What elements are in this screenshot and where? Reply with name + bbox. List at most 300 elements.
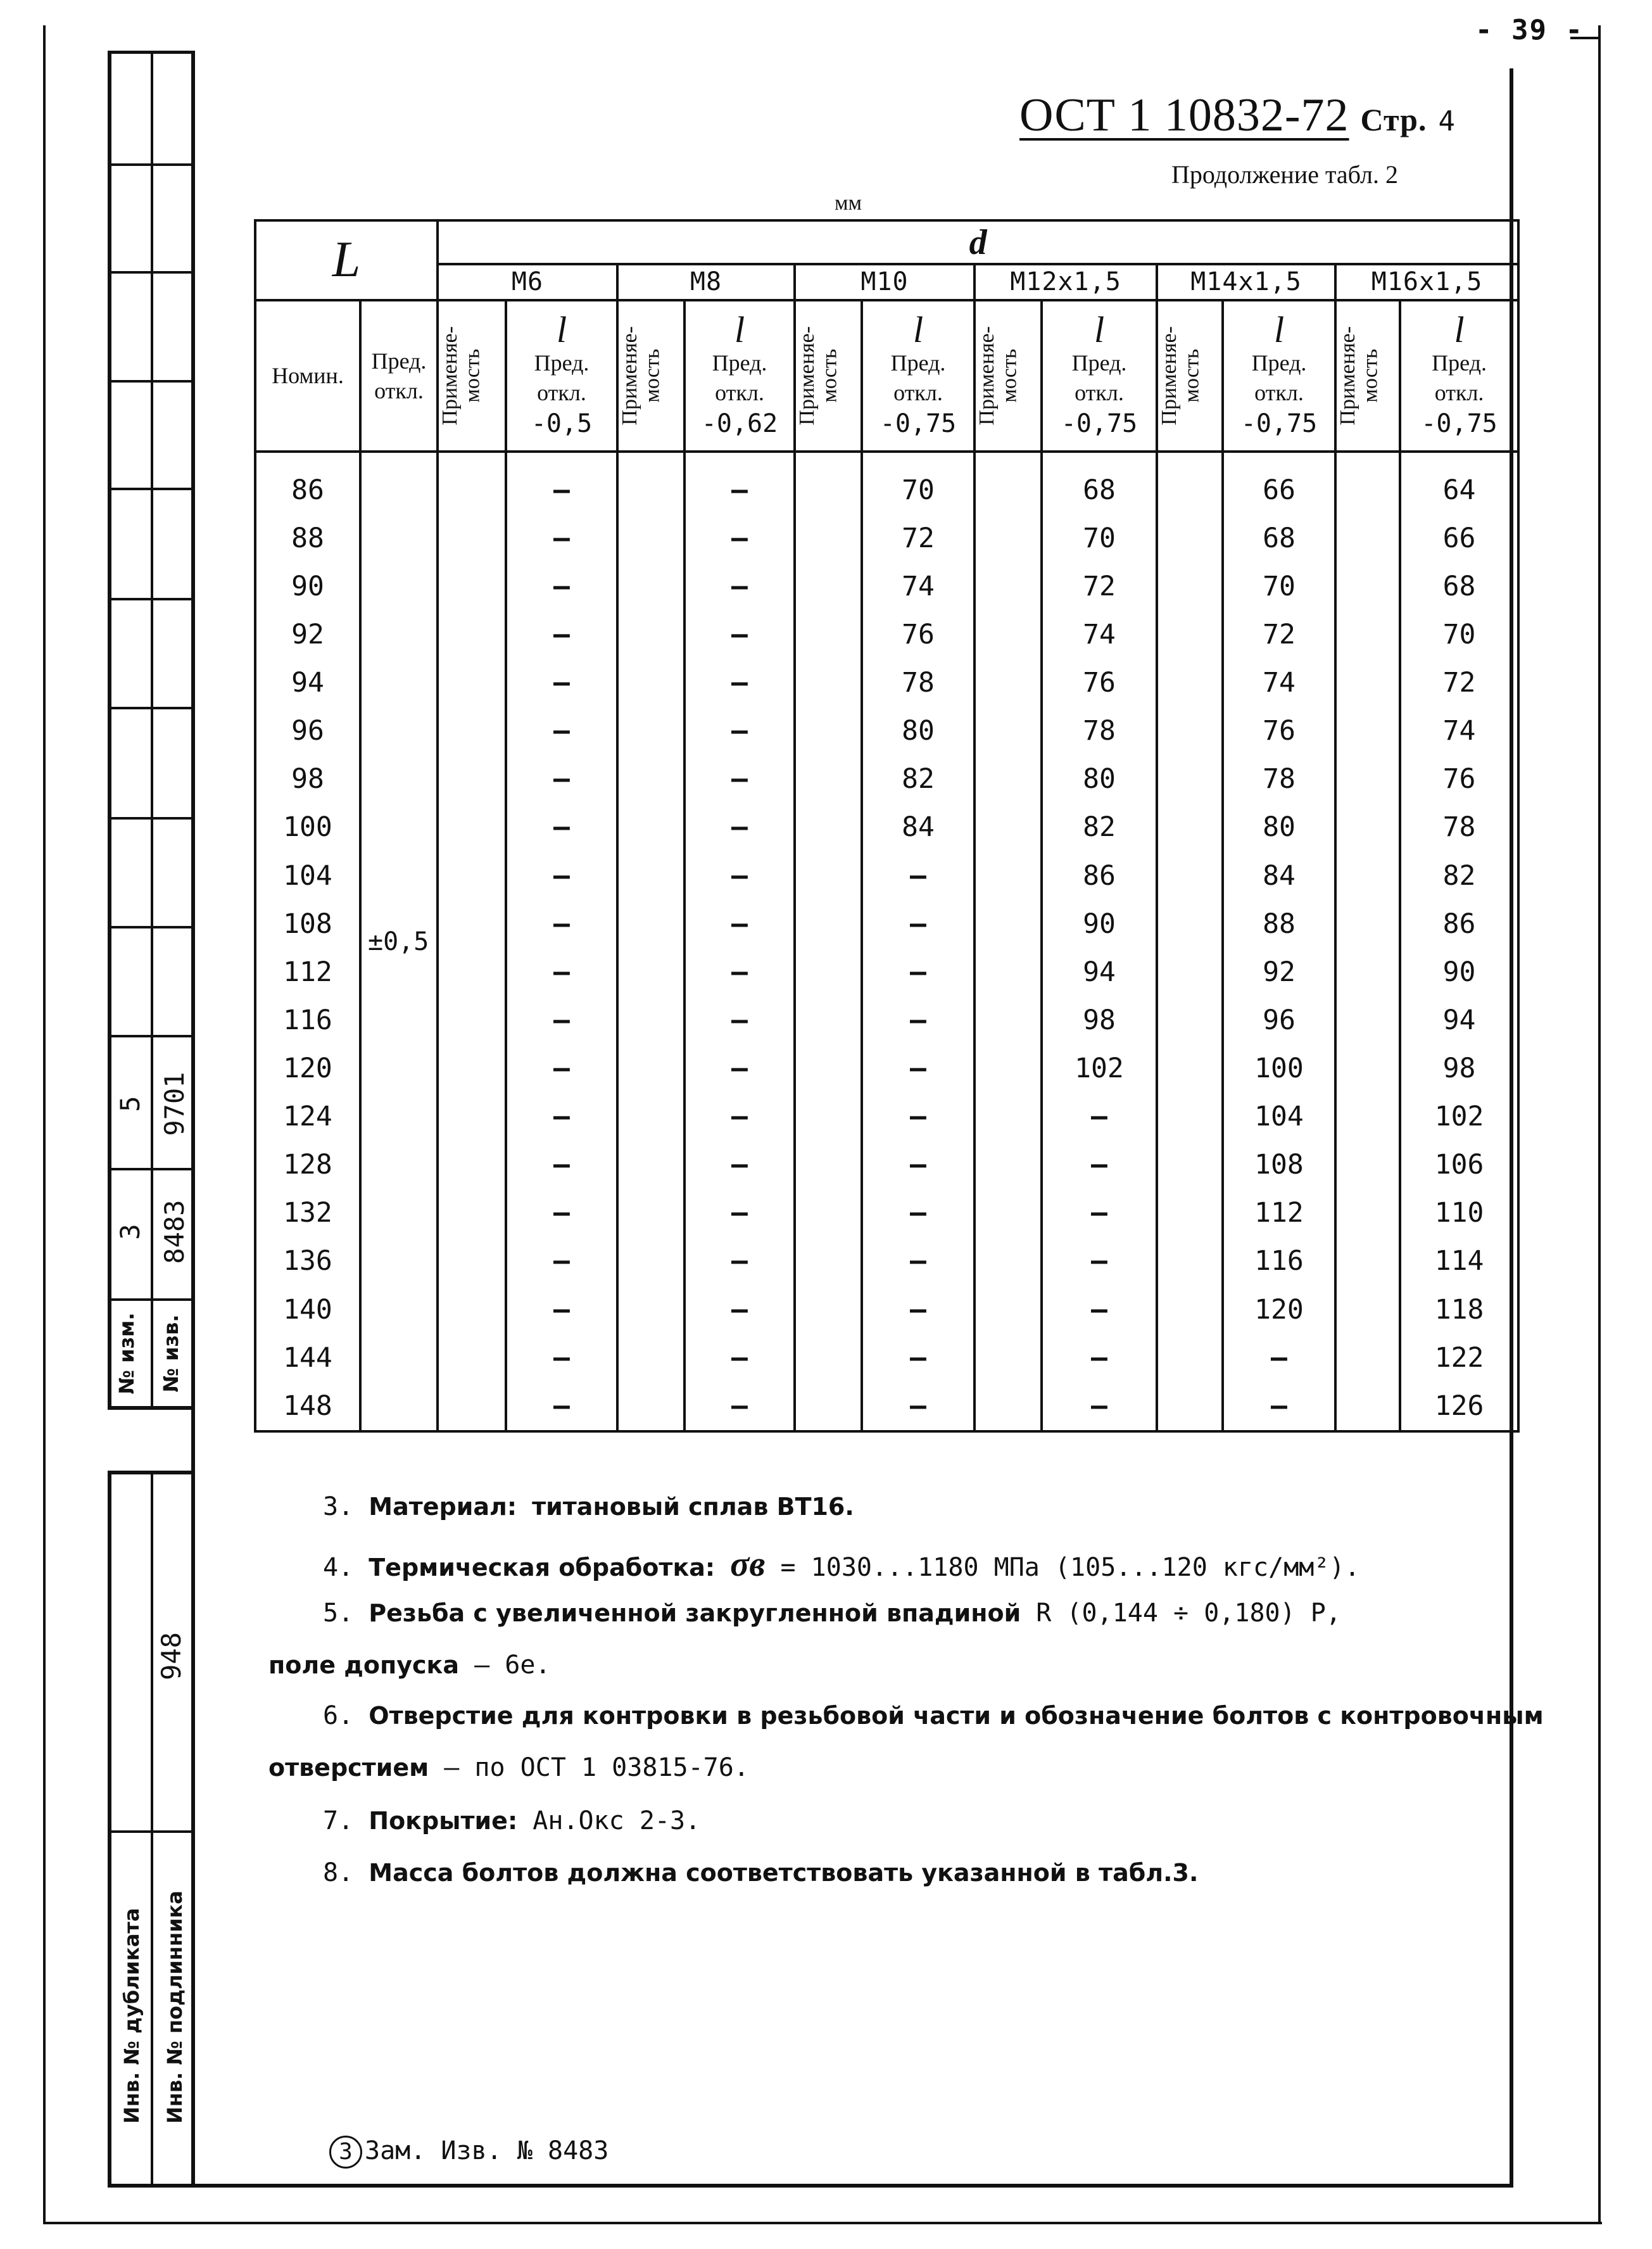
applicability-cell (438, 1141, 506, 1189)
otkl-label: откл. (715, 379, 764, 405)
otkl-label: откл. (1075, 379, 1124, 405)
applicability-cell (1157, 1382, 1223, 1431)
applicability-cell (1335, 452, 1400, 514)
thread-length-cell: – (862, 1044, 974, 1093)
outer-left-border (43, 25, 46, 2223)
l-tolerance-header (1400, 300, 1518, 452)
applicability-cell (974, 1286, 1042, 1334)
applicability-cell (1157, 1044, 1223, 1093)
thread-length-cell: 72 (1400, 659, 1518, 707)
thread-length-cell: – (862, 1334, 974, 1382)
applicability-cell (1335, 1286, 1400, 1334)
applicability-header (974, 300, 1042, 452)
thread-length-cell: 76 (1042, 659, 1157, 707)
applicability-label: Применяе- мость (795, 326, 842, 426)
thread-length-cell: – (1042, 1334, 1157, 1382)
note-text: титановый сплав ВТ16. (532, 1493, 854, 1521)
applicability-cell (974, 707, 1042, 755)
applicability-cell (974, 1189, 1042, 1237)
applicability-cell (617, 1286, 684, 1334)
stamp-podl-label: Инв. № подлинника (163, 1891, 187, 2124)
thread-length-cell: – (862, 1237, 974, 1285)
thread-length-cell: 98 (1042, 996, 1157, 1044)
applicability-cell (438, 514, 506, 562)
doc-header (1019, 89, 1456, 143)
tolerance-value: -0,75 (1240, 409, 1318, 439)
applicability-cell (617, 659, 684, 707)
pred-label: Пред. (371, 348, 427, 374)
thread-length-cell: 92 (1223, 948, 1335, 996)
applicability-cell (974, 996, 1042, 1044)
table-unit: мм (835, 191, 862, 215)
thread-length-cell: 94 (1400, 996, 1518, 1044)
l-tolerance-header (506, 300, 617, 452)
nominal-length-cell: 112 (255, 948, 360, 996)
thread-length-cell: – (684, 1044, 795, 1093)
thread-length-cell: 100 (1223, 1044, 1335, 1093)
applicability-cell (617, 1237, 684, 1285)
thread-length-cell: 86 (1042, 852, 1157, 900)
thread-length-cell: 80 (1042, 755, 1157, 803)
applicability-cell (1157, 1189, 1223, 1237)
applicability-cell (438, 1093, 506, 1141)
l-symbol: l (1094, 308, 1105, 350)
thread-length-cell: 90 (1400, 948, 1518, 996)
applicability-cell (1157, 452, 1223, 514)
applicability-cell (1157, 852, 1223, 900)
note-label: Термическая обработка: (369, 1554, 716, 1581)
sigma-symbol: σв (730, 1545, 766, 1584)
frame-left (191, 51, 195, 2186)
thread-length-cell: 82 (862, 755, 974, 803)
thread-length-cell: – (506, 611, 617, 659)
thread-length-cell: 102 (1042, 1044, 1157, 1093)
applicability-cell (1157, 755, 1223, 803)
applicability-cell (438, 707, 506, 755)
applicability-cell (795, 1286, 862, 1334)
nominal-length-cell: 104 (255, 852, 360, 900)
applicability-cell (1335, 803, 1400, 851)
applicability-cell (1157, 562, 1223, 611)
applicability-cell (617, 852, 684, 900)
applicability-cell (617, 900, 684, 948)
note-number: 8. (323, 1858, 354, 1887)
applicability-header (795, 300, 862, 452)
applicability-cell (974, 1382, 1042, 1431)
applicability-cell (617, 996, 684, 1044)
thread-length-cell: – (684, 452, 795, 514)
applicability-cell (795, 452, 862, 514)
applicability-label: Применяе- мость (1336, 326, 1382, 426)
thread-length-cell: 110 (1400, 1189, 1518, 1237)
nominal-length-cell: 120 (255, 1044, 360, 1093)
thread-length-cell: – (506, 755, 617, 803)
thread-length-cell: – (862, 996, 974, 1044)
thread-length-cell: 80 (862, 707, 974, 755)
table-row (255, 900, 1518, 948)
applicability-header (1335, 300, 1400, 452)
applicability-cell (1335, 611, 1400, 659)
table-row (255, 707, 1518, 755)
nominal-length-cell: 94 (255, 659, 360, 707)
l-symbol: l (1273, 308, 1285, 350)
note-label: Масса болтов должна соответствовать указанной в табл.3. (369, 1859, 1199, 1887)
table-row (255, 1141, 1518, 1189)
note-3 (323, 1492, 854, 1521)
thread-length-cell: – (684, 514, 795, 562)
applicability-cell (1157, 996, 1223, 1044)
thread-length-cell: – (862, 900, 974, 948)
applicability-cell (974, 948, 1042, 996)
thread-length-cell: 70 (1223, 562, 1335, 611)
thread-length-cell: 88 (1223, 900, 1335, 948)
applicability-cell (795, 1334, 862, 1382)
applicability-header (1157, 300, 1223, 452)
applicability-label: Применяе- мость (618, 326, 664, 426)
applicability-cell (974, 562, 1042, 611)
applicability-cell (1157, 707, 1223, 755)
applicability-cell (795, 514, 862, 562)
thread-length-cell: – (684, 562, 795, 611)
tolerance-pm-cell: ±0,5 (360, 452, 438, 1431)
frame-bottom (108, 2184, 1513, 2188)
note-7 (323, 1806, 700, 1835)
applicability-cell (1157, 611, 1223, 659)
applicability-cell (795, 562, 862, 611)
thread-length-cell: – (1042, 1237, 1157, 1285)
applicability-cell (438, 1237, 506, 1285)
table-row (255, 1237, 1518, 1285)
l-symbol: l (734, 308, 745, 350)
stamp-inv-number: 948 (156, 1632, 187, 1680)
thread-length-cell: 78 (1042, 707, 1157, 755)
applicability-cell (617, 1141, 684, 1189)
applicability-cell (1157, 900, 1223, 948)
pred-label: Пред. (1251, 350, 1307, 376)
note-text: = 1030...1180 МПа (105...120 кгс/мм²). (780, 1553, 1360, 1582)
thread-length-cell: 86 (1400, 900, 1518, 948)
applicability-cell (1335, 1044, 1400, 1093)
thread-length-cell: – (506, 1189, 617, 1237)
thread-length-cell: – (506, 1141, 617, 1189)
applicability-cell (438, 1382, 506, 1431)
page-no: 4 (1438, 105, 1456, 137)
table-row (255, 452, 1518, 514)
nominal-length-cell: 90 (255, 562, 360, 611)
thread-length-cell: 64 (1400, 452, 1518, 514)
table-row (255, 1044, 1518, 1093)
thread-length-cell: 76 (1400, 755, 1518, 803)
note-8 (323, 1858, 1198, 1887)
l-tolerance-header (684, 300, 795, 452)
thread-length-cell: – (684, 659, 795, 707)
note-5 (323, 1599, 1341, 1628)
applicability-cell (438, 1044, 506, 1093)
thread-length-cell: – (506, 562, 617, 611)
note-text: Ан.Окс 2-3. (533, 1806, 701, 1835)
thread-length-cell: – (1042, 1093, 1157, 1141)
l-tolerance-header (1223, 300, 1335, 452)
pred-label: Пред. (534, 350, 590, 376)
thread-length-cell: – (1223, 1334, 1335, 1382)
applicability-cell (617, 1093, 684, 1141)
note-number: 6. (323, 1701, 354, 1730)
applicability-cell (795, 611, 862, 659)
stamp-izm-label: № изм. (115, 1312, 139, 1395)
applicability-cell (1157, 1237, 1223, 1285)
applicability-cell (1157, 803, 1223, 851)
applicability-cell (795, 1093, 862, 1141)
applicability-cell (1335, 948, 1400, 996)
table-row (255, 803, 1518, 851)
applicability-cell (1335, 1093, 1400, 1141)
revision-text: Зам. Изв. № 8483 (365, 2136, 609, 2165)
thread-length-cell: 66 (1223, 452, 1335, 514)
thread-length-cell: – (506, 1093, 617, 1141)
applicability-label: Применяе- мость (975, 326, 1021, 426)
thread-length-cell: – (1042, 1189, 1157, 1237)
thread-length-cell: 66 (1400, 514, 1518, 562)
table-row (255, 1382, 1518, 1431)
applicability-cell (795, 900, 862, 948)
applicability-cell (1335, 852, 1400, 900)
nominal-length-cell: 140 (255, 1286, 360, 1334)
thread-length-cell: – (862, 1189, 974, 1237)
applicability-cell (795, 1044, 862, 1093)
thread-header: M16x1,5 (1335, 264, 1518, 300)
applicability-cell (617, 514, 684, 562)
thread-length-cell: 120 (1223, 1286, 1335, 1334)
applicability-cell (617, 452, 684, 514)
applicability-cell (974, 803, 1042, 851)
applicability-cell (795, 1237, 862, 1285)
thread-length-cell: 78 (1400, 803, 1518, 851)
thread-length-cell: – (506, 852, 617, 900)
thread-length-cell: 72 (862, 514, 974, 562)
applicability-cell (1335, 514, 1400, 562)
outer-right-border (1598, 25, 1601, 2223)
table-row (255, 1286, 1518, 1334)
thread-length-cell: 82 (1400, 852, 1518, 900)
thread-length-cell: – (506, 514, 617, 562)
thread-length-cell: 72 (1223, 611, 1335, 659)
thread-length-cell: – (684, 852, 795, 900)
note-label: Отверстие для контровки в резьбовой части и обозначение болтов с контровочным (369, 1702, 1544, 1730)
applicability-cell (974, 659, 1042, 707)
bolt-length-table (254, 219, 1520, 1433)
thread-length-cell: – (862, 1286, 974, 1334)
thread-length-cell: – (684, 1189, 795, 1237)
nominal-length-cell: 86 (255, 452, 360, 514)
applicability-cell (795, 755, 862, 803)
applicability-label: Применяе- мость (438, 326, 484, 426)
applicability-cell (438, 1286, 506, 1334)
thread-length-cell: 82 (1042, 803, 1157, 851)
pred-label: Пред. (712, 350, 767, 376)
applicability-cell (974, 852, 1042, 900)
note-number: 4. (323, 1553, 354, 1582)
l-symbol: l (1454, 308, 1465, 350)
applicability-cell (1335, 1334, 1400, 1382)
thread-length-cell: 70 (1400, 611, 1518, 659)
thread-length-cell: 104 (1223, 1093, 1335, 1141)
nominal-length-cell: 96 (255, 707, 360, 755)
nominal-length-cell: 136 (255, 1237, 360, 1285)
applicability-cell (974, 1093, 1042, 1141)
thread-length-cell: 74 (862, 562, 974, 611)
doc-code: ОСТ 1 10832-72 (1019, 89, 1349, 141)
thread-length-cell: – (862, 1093, 974, 1141)
otkl-label: откл. (1434, 379, 1484, 405)
applicability-label: Применяе- мость (1157, 326, 1204, 426)
applicability-cell (1335, 755, 1400, 803)
applicability-cell (617, 755, 684, 803)
nomin-header: Номин. (255, 300, 360, 452)
thread-length-cell: – (684, 611, 795, 659)
table-row (255, 562, 1518, 611)
thread-length-cell: 116 (1223, 1237, 1335, 1285)
table-row (255, 852, 1518, 900)
applicability-header (438, 300, 506, 452)
tolerance-value: -0,62 (701, 409, 778, 439)
l-symbol: l (912, 308, 924, 350)
stamp-dubl-label: Инв. № дубликата (120, 1908, 144, 2124)
note-label: отверстием (268, 1754, 429, 1782)
nominal-length-cell: 108 (255, 900, 360, 948)
thread-length-cell: – (684, 1237, 795, 1285)
applicability-cell (974, 452, 1042, 514)
thread-length-cell: – (506, 1334, 617, 1382)
applicability-cell (438, 452, 506, 514)
applicability-cell (974, 1334, 1042, 1382)
applicability-cell (1335, 707, 1400, 755)
thread-length-cell: 68 (1400, 562, 1518, 611)
applicability-cell (438, 611, 506, 659)
applicability-cell (617, 1044, 684, 1093)
table-continuation: Продолжение табл. 2 (1171, 160, 1398, 189)
revision-note (329, 2136, 608, 2169)
thread-length-cell: 80 (1223, 803, 1335, 851)
thread-length-cell: 72 (1042, 562, 1157, 611)
applicability-cell (1335, 1141, 1400, 1189)
stamp-izm-3: 3 (115, 1224, 146, 1240)
applicability-cell (795, 948, 862, 996)
nominal-length-cell: 116 (255, 996, 360, 1044)
thread-length-cell: – (506, 900, 617, 948)
applicability-cell (617, 1334, 684, 1382)
thread-length-cell: 78 (1223, 755, 1335, 803)
applicability-cell (974, 1237, 1042, 1285)
applicability-cell (438, 852, 506, 900)
thread-header: M12x1,5 (974, 264, 1157, 300)
applicability-cell (1335, 1382, 1400, 1431)
tolerance-value: -0,75 (1421, 409, 1498, 439)
applicability-header (617, 300, 684, 452)
thread-length-cell: – (1042, 1141, 1157, 1189)
thread-length-cell: – (506, 659, 617, 707)
applicability-cell (1157, 659, 1223, 707)
thread-length-cell: 90 (1042, 900, 1157, 948)
table-body (255, 452, 1518, 1431)
thread-length-cell: – (1223, 1382, 1335, 1431)
applicability-cell (1335, 996, 1400, 1044)
col-d-header: d (438, 220, 1518, 264)
thread-length-cell: – (1042, 1382, 1157, 1431)
nominal-length-cell: 132 (255, 1189, 360, 1237)
thread-length-cell: – (506, 803, 617, 851)
note-label: Резьба с увеличенной закругленной впадиной (369, 1599, 1021, 1627)
tolerance-value: -0,5 (531, 409, 593, 439)
thread-length-cell: – (506, 1044, 617, 1093)
applicability-cell (795, 1141, 862, 1189)
thread-length-cell: 70 (862, 452, 974, 514)
applicability-cell (1157, 1093, 1223, 1141)
thread-length-cell: – (506, 707, 617, 755)
thread-length-cell: – (684, 996, 795, 1044)
stamp-izv-8483: 8483 (159, 1200, 190, 1264)
thread-length-cell: – (1042, 1286, 1157, 1334)
applicability-cell (438, 996, 506, 1044)
applicability-cell (438, 1334, 506, 1382)
note-number: 7. (323, 1806, 354, 1835)
nominal-length-cell: 92 (255, 611, 360, 659)
thread-length-cell: 108 (1223, 1141, 1335, 1189)
thread-length-cell: – (684, 948, 795, 996)
table-row (255, 611, 1518, 659)
applicability-cell (1335, 1237, 1400, 1285)
thread-length-cell: 84 (1223, 852, 1335, 900)
l-tolerance-header (862, 300, 974, 452)
nominal-length-cell: 144 (255, 1334, 360, 1382)
thread-length-cell: 112 (1223, 1189, 1335, 1237)
applicability-cell (617, 611, 684, 659)
thread-length-cell: 98 (1400, 1044, 1518, 1093)
thread-length-cell: 114 (1400, 1237, 1518, 1285)
revision-circle: 3 (329, 2136, 362, 2169)
note-6 (323, 1701, 1544, 1730)
thread-length-cell: 118 (1400, 1286, 1518, 1334)
thread-length-cell: – (684, 803, 795, 851)
applicability-cell (974, 514, 1042, 562)
nominal-length-cell: 88 (255, 514, 360, 562)
nominal-length-cell: 128 (255, 1141, 360, 1189)
note-text: R (0,144 ÷ 0,180) P, (1036, 1599, 1341, 1628)
note-label: Покрытие: (369, 1807, 518, 1835)
applicability-cell (974, 1044, 1042, 1093)
applicability-cell (974, 1141, 1042, 1189)
note-number: 5. (323, 1599, 354, 1628)
thread-length-cell: 122 (1400, 1334, 1518, 1382)
applicability-cell (795, 707, 862, 755)
thread-length-cell: – (506, 1382, 617, 1431)
pred-otkl-header (360, 300, 438, 452)
applicability-cell (617, 1189, 684, 1237)
tolerance-value: -0,75 (880, 409, 957, 439)
thread-length-cell: – (684, 900, 795, 948)
table-row (255, 996, 1518, 1044)
l-tolerance-header (1042, 300, 1157, 452)
thread-header: M14x1,5 (1157, 264, 1335, 300)
applicability-cell (1157, 1286, 1223, 1334)
note-text: – по ОСТ 1 03815-76. (444, 1753, 749, 1782)
thread-length-cell: 94 (1042, 948, 1157, 996)
applicability-cell (1335, 1189, 1400, 1237)
table-row (255, 1189, 1518, 1237)
table-row (255, 1334, 1518, 1382)
stamp-izv-9701: 9701 (159, 1072, 190, 1136)
applicability-cell (1335, 659, 1400, 707)
thread-length-cell: 76 (862, 611, 974, 659)
